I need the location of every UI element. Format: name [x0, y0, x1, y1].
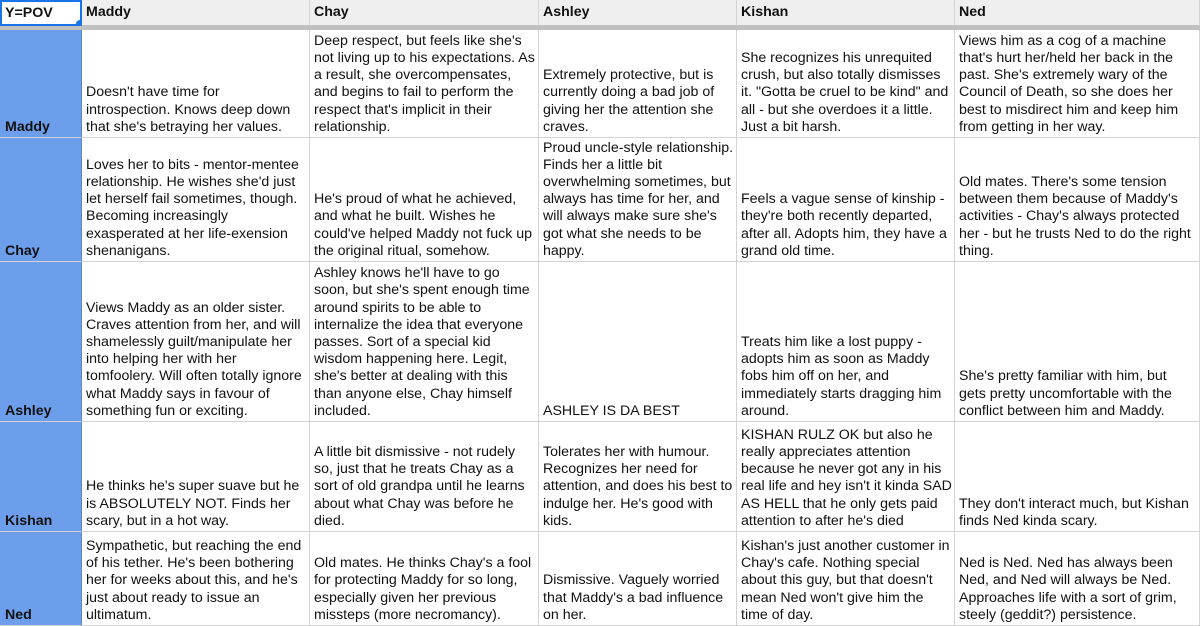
cell-maddy-kishan[interactable]: She recognizes his unrequited crush, but also totally dismisses it. "Gotta be cruel to be kind" and all - but she overdoes it a little. Just a bit harsh. [737, 30, 955, 138]
column-header-kishan[interactable]: Kishan [737, 0, 955, 26]
cell-ashley-chay[interactable]: Ashley knows he'll have to go soon, but she's spent enough time around spirits to be able to internalize the idea that everyone passes. Sort of a special kid wisdom happening here. Legit, she's better at dealing with this than anyone else, Chay himself included. [310, 262, 539, 422]
cell-kishan-ned[interactable]: They don't interact much, but Kishan finds Ned kinda scary. [955, 422, 1200, 532]
column-header-maddy[interactable]: Maddy [82, 0, 310, 26]
cell-ashley-ned[interactable]: She's pretty familiar with him, but gets pretty uncomfortable with the conflict between him and Maddy. [955, 262, 1200, 422]
cell-ashley-ashley[interactable]: ASHLEY IS DA BEST [539, 262, 737, 422]
column-header-ned[interactable]: Ned [955, 0, 1200, 26]
cell-ned-ashley[interactable]: Dismissive. Vaguely worried that Maddy's a bad influence on her. [539, 532, 737, 626]
cell-maddy-ned[interactable]: Views him as a cog of a machine that's hurt her/held her back in the past. She's extremely wary of the Council of Death, so she does her best to misdirect him and keep him from getting in her way. [955, 30, 1200, 138]
cell-chay-ned[interactable]: Old mates. There's some tension between them because of Maddy's activities - Chay's always protected her - but he trusts Ned to do the right thing. [955, 138, 1200, 262]
cell-ned-chay[interactable]: Old mates. He thinks Chay's a fool for protecting Maddy for so long, especially given her previous missteps (more necromancy). [310, 532, 539, 626]
cell-kishan-kishan[interactable]: KISHAN RULZ OK but also he really appreciates attention because he never got any in his real life and hey isn't it kinda SAD AS HELL that he only gets paid attention to after he's died [737, 422, 955, 532]
cell-ashley-maddy[interactable]: Views Maddy as an older sister. Craves attention from her, and will shamelessly guilt/manipulate her into helping her with her tomfoolery. Will often totally ignore what Maddy says in favour of something fun or exciting. [82, 262, 310, 422]
row-header-ashley[interactable]: Ashley [0, 262, 82, 422]
cell-chay-maddy[interactable]: Loves her to bits - mentor-mentee relationship. He wishes she'd just let herself fail sometimes, though. Becoming increasingly exasperated at her life-exension shenanigans. [82, 138, 310, 262]
cell-ashley-kishan[interactable]: Treats him like a lost puppy - adopts him as soon as Maddy fobs him off on her, and immediately starts dragging him around. [737, 262, 955, 422]
cell-ned-maddy[interactable]: Sympathetic, but reaching the end of his tether. He's been bothering her for weeks about this, and he's just about ready to issue an ultimatum. [82, 532, 310, 626]
row-header-ned[interactable]: Ned [0, 532, 82, 626]
cell-maddy-ashley[interactable]: Extremely protective, but is currently doing a bad job of giving her the attention she craves. [539, 30, 737, 138]
cell-chay-ashley[interactable]: Proud uncle-style relationship. Finds her a little bit overwhelming sometimes, but always has time for her, and will always make sure she's got what she needs to be happy. [539, 138, 737, 262]
cell-kishan-chay[interactable]: A little bit dismissive - not rudely so, just that he treats Chay as a sort of old grandpa until he learns about what Chay was before he died. [310, 422, 539, 532]
fill-handle[interactable] [75, 19, 82, 26]
cell-kishan-maddy[interactable]: He thinks he's super suave but he is ABSOLUTELY NOT. Finds her scary, but in a hot way. [82, 422, 310, 532]
cell-ned-ned[interactable]: Ned is Ned. Ned has always been Ned, and Ned will always be Ned. Approaches life with a sort of grim, steely (geddit?) persistence. [955, 532, 1200, 626]
row-header-maddy[interactable]: Maddy [0, 30, 82, 138]
row-header-kishan[interactable]: Kishan [0, 422, 82, 532]
cell-chay-chay[interactable]: He's proud of what he achieved, and what he built. Wishes he could've helped Maddy not fuck up the original ritual, somehow. [310, 138, 539, 262]
row-header-chay[interactable]: Chay [0, 138, 82, 262]
column-header-chay[interactable]: Chay [310, 0, 539, 26]
column-header-ashley[interactable]: Ashley [539, 0, 737, 26]
cell-maddy-maddy[interactable]: Doesn't have time for introspection. Knows deep down that she's betraying her values. [82, 30, 310, 138]
selected-cell-corner[interactable] [0, 0, 82, 26]
cell-kishan-ashley[interactable]: Tolerates her with humour. Recognizes her need for attention, and does his best to indulge her. He's good with kids. [539, 422, 737, 532]
corner-label: Y=POV [5, 4, 53, 21]
cell-chay-kishan[interactable]: Feels a vague sense of kinship - they're both recently departed, after all. Adopts him, they have a grand old time. [737, 138, 955, 262]
cell-ned-kishan[interactable]: Kishan's just another customer in Chay's cafe. Nothing special about this guy, but that doesn't mean Ned won't give him the time of day. [737, 532, 955, 626]
cell-maddy-chay[interactable]: Deep respect, but feels like she's not living up to his expectations. As a result, she overcompensates, and begins to fail to perform the respect that's implicit in their relationship. [310, 30, 539, 138]
